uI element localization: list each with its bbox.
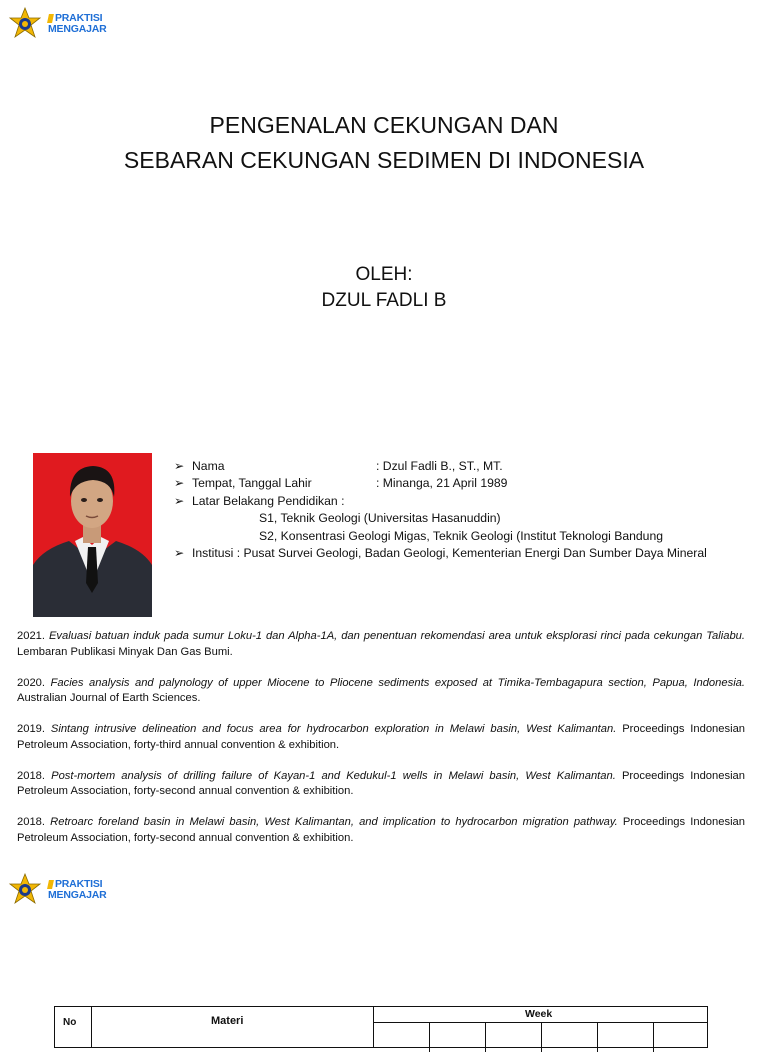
week-col-divider <box>541 1022 542 1052</box>
flag-icon <box>47 14 54 23</box>
arrow-bullet-icon: ➢ <box>174 493 185 508</box>
brand-line2: MENGAJAR <box>48 889 107 901</box>
page-title <box>0 108 768 178</box>
pub-title: Post-mortem analysis of drilling failure of Kayan-1 and Kedukul-1 wells in Melawi basin, West Kalimantan. <box>51 769 616 782</box>
pub-venue: Lembaran Publikasi Minyak Dan Gas Bumi. <box>17 645 233 658</box>
pub-year: 2018. <box>17 816 45 828</box>
pub-venue: Australian Journal of Earth Sciences. <box>17 692 201 704</box>
pub-year: 2019. <box>17 723 45 735</box>
week-col-divider <box>429 1022 430 1052</box>
brand-wordmark <box>48 13 107 35</box>
materi-header: Materi <box>211 1015 244 1027</box>
title-line1: PENGENALAN CEKUNGAN DAN <box>209 112 559 138</box>
materi-column <box>91 1007 374 1047</box>
pub-title: Evaluasi batuan induk pada sumur Loku-1 dan Alpha-1A, dan penentuan rekomendasi area untuk eksplorasi rinci pada cekungan Taliabu. <box>48 630 745 642</box>
week-col-divider <box>597 1022 598 1052</box>
portrait-image <box>33 453 152 617</box>
arrow-bullet-icon: ➢ <box>174 545 185 560</box>
publication-item <box>17 629 745 660</box>
education-s2: S2, Konsentrasi Geologi Migas, Teknik Geologi (Institut Teknologi Bandung <box>259 528 664 543</box>
nama-label: Nama <box>192 459 225 473</box>
title-line2: SEBARAN CEKUNGAN SEDIMEN DI INDONESIA <box>123 147 645 173</box>
brand-line1: PRAKTISI <box>55 12 103 24</box>
institusi-text: Institusi : Pusat Survei Geologi, Badan Geologi, Kementerian Energi Dan Sumber Daya Mineral <box>192 545 707 560</box>
brand-line1: PRAKTISI <box>55 878 103 890</box>
university-emblem-icon <box>8 873 42 907</box>
publication-item <box>17 769 745 800</box>
no-column <box>55 1007 92 1047</box>
week-divider <box>373 1022 707 1023</box>
author-photo <box>33 453 152 617</box>
pub-venue: Proceedings Indonesian Petroleum Association, forty-third annual convention & exhibition. <box>17 723 746 751</box>
publication-list <box>17 629 745 862</box>
week-header: Week <box>525 1008 553 1020</box>
author-block <box>0 262 768 314</box>
pub-title: Facies analysis and palynology of upper Miocene to Pliocene sediments exposed at Timika-Tembagapura section, Papua, Indonesia. <box>50 676 746 689</box>
publication-item <box>17 722 745 753</box>
university-emblem-icon <box>8 7 42 41</box>
brand-line2: MENGAJAR <box>48 23 107 35</box>
praktisi-mengajar-logo-bottom <box>8 873 107 907</box>
publication-item <box>17 676 745 707</box>
nama-value: : Dzul Fadli B., ST., MT. <box>376 459 503 473</box>
praktisi-mengajar-logo-top <box>8 7 107 41</box>
author-name: DZUL FADLI B <box>321 290 447 311</box>
flag-icon <box>47 880 54 889</box>
pub-venue: Proceedings Indonesian Petroleum Association, forty-second annual convention & exhibition. <box>17 769 745 797</box>
pub-year: 2021. <box>17 630 45 642</box>
pub-title: Sintang intrusive delineation and focus area for hydrocarbon exploration in Melawi basin, West Kalimantan. <box>50 723 617 735</box>
ttl-label: Tempat, Tanggal Lahir <box>192 476 312 491</box>
brand-wordmark <box>48 879 107 901</box>
publication-item <box>17 815 745 846</box>
ttl-value: : Minanga, 21 April 1989 <box>376 476 508 491</box>
pub-year: 2020. <box>17 676 45 689</box>
no-header: No <box>63 1017 77 1028</box>
pub-title: Retroarc foreland basin in Melawi basin, West Kalimantan, and implication to hydrocarbon migration pathway. <box>50 816 618 828</box>
arrow-bullet-icon: ➢ <box>174 476 185 491</box>
by-label: OLEH: <box>355 264 413 285</box>
education-s1: S1, Teknik Geologi (Universitas Hasanuddin) <box>259 511 501 526</box>
pub-venue: Proceedings Indonesian Petroleum Association, forty-second annual convention & exhibition. <box>17 816 745 844</box>
pendidikan-label: Latar Belakang Pendidikan : <box>192 493 345 508</box>
arrow-bullet-icon: ➢ <box>174 459 185 473</box>
week-col-divider <box>485 1022 486 1052</box>
week-col-divider <box>653 1022 654 1052</box>
pub-year: 2018. <box>17 769 45 782</box>
schedule-table <box>54 1006 708 1048</box>
